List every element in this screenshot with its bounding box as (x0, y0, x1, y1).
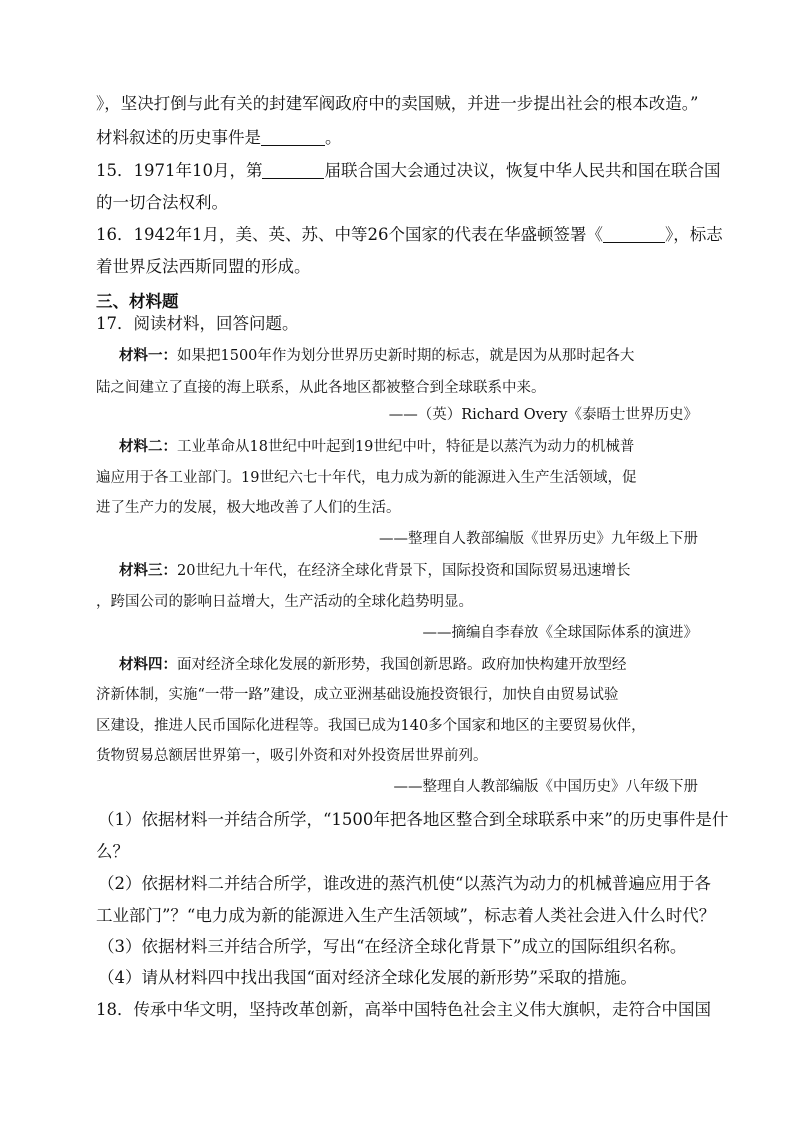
material-4-line-4: 货物贸易总额居世界第一，吸引外资和对外投资居世界前列。 (96, 748, 488, 764)
material-4-label: 材料四： (119, 656, 177, 673)
q17-sub3: （3）依据材料三并结合所学，写出“在经济全球化背景下”成立的国际组织名称。 (98, 937, 687, 956)
q14-line-1 (96, 94, 700, 114)
q15-line-1 (96, 161, 721, 181)
q18-line-1: 18．传承中华文明，坚持改革创新，高举中国特色社会主义伟大旗帜，走符合中国国 (96, 1000, 711, 1019)
q17-sub4: （4）请从材料四中找出我国“面对经济全球化发展的新形势”采取的措施。 (98, 968, 637, 987)
material-4-line-1 (119, 655, 698, 675)
material-3-line-1 (119, 561, 698, 581)
material-1-line-1 (119, 346, 698, 366)
material-2-source: ——整理自人教部编版《世界历史》九年级上下册 (379, 531, 698, 547)
q14-text-end: 。 (325, 128, 342, 147)
q17-intro: 17．阅读材料，回答问题。 (96, 314, 299, 333)
material-2-text-1: 工业革命从18世纪中叶起到19世纪中叶，特征是以蒸汽为动力的机械普 (177, 439, 635, 455)
q14-text-1: 》，坚决打倒与此有关的封建军阀政府中的卖国贼，并进一步提出社会的根本改造。” (96, 94, 699, 113)
q16-line-1 (96, 225, 723, 245)
material-3-line-2: ，跨国公司的影响日益增大，生产活动的全球化趋势明显。 (96, 594, 473, 610)
material-1-text-1: 如果把1500年作为划分世界历史新时期的标志，就是因为从那时起各大 (177, 348, 635, 364)
material-3-source: ——摘编自李春放《全球国际体系的演进》 (422, 625, 698, 641)
q15-text-b: 届联合国大会通过决议，恢复中华人民共和国在联合国 (324, 161, 721, 180)
material-2-line-3: 进了生产力的发展，极大地改善了人们的生活。 (96, 500, 401, 516)
q17-sub2-line-1: （2）依据材料二并结合所学，谁改进的蒸汽机使“以蒸汽为动力的机械普遍应用于各 (98, 874, 711, 893)
q14-answer-blank[interactable] (261, 129, 325, 146)
material-2-line-2: 遍应用于各工业部门。19世纪六七十年代，电力成为新的能源进入生产生活领域，促 (96, 470, 637, 486)
q17-sub1-line-2: 么？ (96, 842, 129, 861)
q17-sub2-line-2: 工业部门”？“电力成为新的能源进入生产生活领域”，标志着人类社会进入什么时代？ (96, 906, 716, 925)
q15-line-2 (96, 193, 700, 213)
q15-answer-blank[interactable] (262, 162, 324, 179)
q16-line-2 (96, 257, 700, 277)
q17-sub1-line-1: （1）依据材料一并结合所学，“1500年把各地区整合到全球联系中来”的历史事件是什 (98, 810, 729, 829)
material-2-label: 材料二： (119, 438, 177, 455)
q14-text-2: 材料叙述的历史事件是 (96, 128, 261, 147)
material-1-label: 材料一： (119, 347, 177, 364)
q16-text-b: 》，标志 (664, 225, 723, 244)
material-1-line-2: 陆之间建立了直接的海上联系，从此各地区都被整合到全球联系中来。 (96, 380, 546, 396)
material-3-label: 材料三： (119, 562, 177, 579)
q14-line-2 (96, 128, 700, 148)
q15-text-a: 15．1971年10月，第 (96, 161, 263, 180)
section-heading: 三、材料题 (96, 292, 179, 311)
q16-text-2: 着世界反法西斯同盟的形成。 (96, 257, 311, 276)
material-4-source: ——整理自人教部编版《中国历史》八年级下册 (393, 779, 698, 795)
material-4-line-3: 区建设，推进人民币国际化进程等。我国已成为140多个国家和地区的主要贸易伙伴， (96, 718, 646, 734)
material-2-line-1 (119, 437, 698, 457)
material-1-source: ——（英）Richard Overy《泰晤士世界历史》 (388, 407, 698, 423)
q15-text-2: 的一切合法权利。 (96, 193, 228, 212)
q16-text-a: 16．1942年1月，美、英、苏、中等26个国家的代表在华盛顿签署《 (96, 225, 603, 244)
material-3-text-1: 20世纪九十年代，在经济全球化背景下，国际投资和国际贸易迅速增长 (177, 563, 631, 579)
material-4-line-2: 济新体制，实施“一带一路”建设，成立亚洲基础设施投资银行，加快自由贸易试验 (96, 687, 619, 703)
q16-answer-blank[interactable] (603, 226, 665, 243)
material-4-text-1: 面对经济全球化发展的新形势，我国创新思路。政府加快构建开放型经 (177, 657, 627, 673)
